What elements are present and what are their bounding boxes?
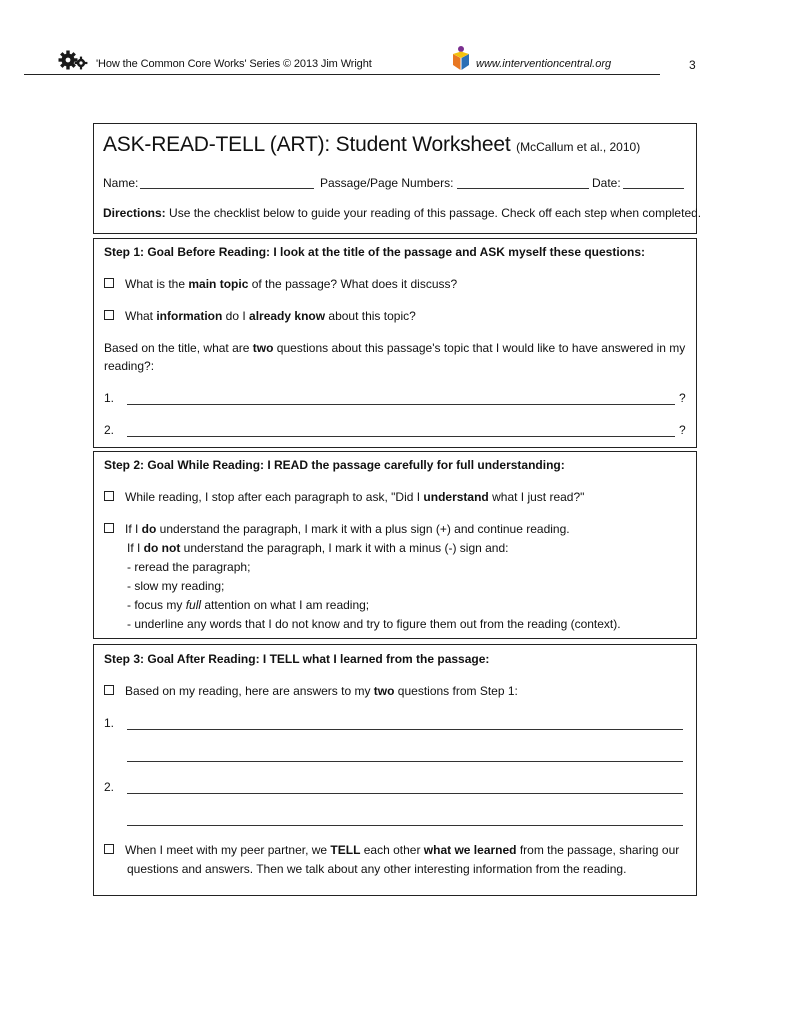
step2-line: - focus my full attention on what I am reading;	[127, 598, 370, 612]
page-number: 3	[689, 58, 696, 72]
passage-field[interactable]	[457, 188, 589, 189]
intervention-central-logo-icon	[452, 45, 470, 71]
question-1-number: 1.	[104, 391, 115, 405]
step3-section	[93, 644, 697, 896]
series-credit: 'How the Common Core Works' Series © 2013 Jim Wright	[96, 58, 372, 70]
step2-line: If I do not understand the paragraph, I mark it with a minus (-) sign and:	[127, 541, 509, 555]
step1-prompt-cont: reading?:	[104, 359, 155, 373]
checkbox[interactable]	[104, 685, 114, 695]
checkbox[interactable]	[104, 278, 114, 288]
step1-item-prior-knowledge: What information do I already know about this topic?	[104, 309, 416, 324]
step2-line: - reread the paragraph;	[127, 560, 251, 574]
question-2-number: 2.	[104, 423, 115, 437]
step2-line: - slow my reading;	[127, 579, 225, 593]
question-1-field[interactable]	[127, 404, 675, 405]
name-label: Name:	[103, 176, 139, 190]
passage-label: Passage/Page Numbers:	[320, 176, 454, 190]
step2-item-check-understanding: While reading, I stop after each paragraph to ask, "Did I understand what I just read?"	[104, 490, 584, 505]
step3-item-answers: Based on my reading, here are answers to my two questions from Step 1:	[104, 684, 518, 699]
step1-prompt: Based on the title, what are two questions about this passage's topic that I would like to have answered in my	[104, 341, 686, 355]
answer-2-field-line2[interactable]	[127, 825, 683, 826]
step1-item-main-topic: What is the main topic of the passage? What does it discuss?	[104, 277, 457, 292]
answer-1-field[interactable]	[127, 729, 683, 730]
worksheet-title: ASK-READ-TELL (ART): Student Worksheet (McCallum et al., 2010)	[103, 133, 641, 156]
question-1-mark: ?	[679, 391, 686, 405]
citation: (McCallum et al., 2010)	[516, 140, 641, 154]
checkbox[interactable]	[104, 310, 114, 320]
answer-2-field[interactable]	[127, 793, 683, 794]
answer-1-field-line2[interactable]	[127, 761, 683, 762]
step2-line: - underline any words that I do not know and try to figure them out from the reading (context).	[127, 617, 621, 631]
step2-section	[93, 451, 697, 639]
step2-item-mark-paragraph: If I do understand the paragraph, I mark it with a plus sign (+) and continue reading.	[104, 522, 570, 537]
answer-2-number: 2.	[104, 780, 115, 794]
date-label: Date:	[592, 176, 621, 190]
worksheet-title-box	[93, 123, 702, 234]
step3-heading: Step 3: Goal After Reading: I TELL what I learned from the passage:	[104, 652, 490, 666]
question-2-field[interactable]	[127, 436, 675, 437]
page-header	[24, 44, 660, 75]
question-2-mark: ?	[679, 423, 686, 437]
website-link[interactable]: www.interventioncentral.org	[476, 58, 612, 70]
answer-1-number: 1.	[104, 716, 115, 730]
directions: Directions: Use the checklist below to guide your reading of this passage. Check off each step when completed.	[103, 206, 702, 220]
checkbox[interactable]	[104, 523, 114, 533]
name-field[interactable]	[140, 188, 314, 189]
gears-icon	[58, 48, 88, 72]
step1-heading: Step 1: Goal Before Reading: I look at the title of the passage and ASK myself these questions:	[104, 245, 645, 259]
step2-heading: Step 2: Goal While Reading: I READ the passage carefully for full understanding:	[104, 458, 565, 472]
checkbox[interactable]	[104, 844, 114, 854]
checkbox[interactable]	[104, 491, 114, 501]
step3-item-tell-partner: When I meet with my peer partner, we TELL each other what we learned from the passage, sharing our	[104, 843, 679, 858]
date-field[interactable]	[623, 188, 684, 189]
step3-item-tell-partner-cont: questions and answers. Then we talk about any other interesting information from the reading.	[127, 862, 627, 876]
step1-section	[93, 238, 697, 448]
